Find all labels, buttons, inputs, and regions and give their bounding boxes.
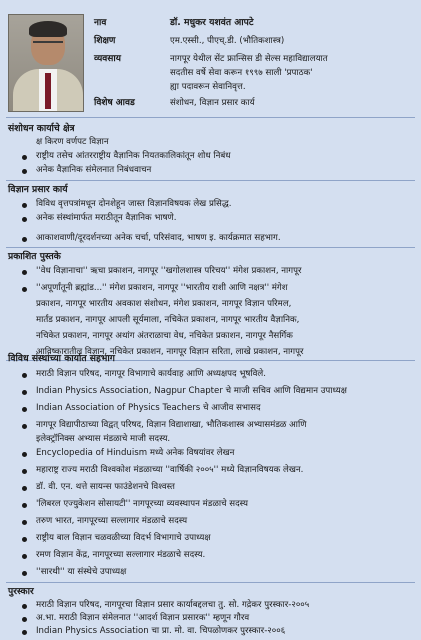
occupation-line-2: सदतीस वर्षे सेवा करून १९९७ साली 'प्रपाठक' <box>170 68 313 78</box>
name-value: डॉ. मधुकर यशवंत आपटे <box>170 17 254 28</box>
education-label: शिक्षण <box>94 36 116 46</box>
books-line-1: ''वेध विज्ञानाचा'' ऋचा प्रकाशन, नागपूर ''खगोलशास्त्र परिचय'' मंगेश प्रकाशन, नागपूर <box>36 266 302 276</box>
bullet <box>22 617 27 622</box>
org-item-11: रमण विज्ञान केंद्र, नागपूरच्या सल्लागार मंडळाचे सदस्य. <box>36 550 206 560</box>
divider <box>6 582 415 583</box>
books-line-3: प्रकाशन, नागपूर भारतीय अवकाश संशोधन, मंगेश प्रकाशन, नागपूर विज्ञान परिमल, <box>36 299 292 309</box>
bullet <box>22 503 27 508</box>
bullet <box>22 630 27 635</box>
bullet <box>22 520 27 525</box>
org-item-10: राष्ट्रीय बाल विज्ञान चळवळीच्या विदर्भ विभागाचे उपाध्यक्ष <box>36 533 211 543</box>
bullet <box>22 373 27 378</box>
interest-label: विशेष आवड <box>94 98 135 108</box>
books-line-2: ''अपूर्णांतूनी ब्रह्मांड...'' मंगेश प्रकाशन, नागपूर ''भारतीय राशी आणि नक्षत्र'' मंगेश <box>36 283 288 293</box>
occupation-line-1: नागपूर येथील सेंट फ्रान्सिस डी सेल्स महाविद्यालयात <box>170 54 328 64</box>
books-title: प्रकाशित पुस्तके <box>8 251 61 262</box>
bullet <box>22 554 27 559</box>
outreach-item-2: अनेक संस्थांमार्फत मराठीतून वैज्ञानिक भाषणे. <box>36 213 177 223</box>
divider <box>6 180 415 181</box>
interest-value: संशोधन, विज्ञान प्रसार कार्य <box>170 98 255 108</box>
award-item-3: Indian Physics Association चा प्रा. मो. वा. चिपळोणकर पुरस्कार-२००६ <box>36 626 286 636</box>
books-line-5: नचिकेत प्रकाशन, नागपूर अथांग अंतराळाचा वेध, नचिकेत प्रकाशन, नागपूर नैसर्गिक <box>36 331 293 341</box>
name-label: नाव <box>94 18 107 28</box>
bullet <box>22 407 27 412</box>
bullet <box>22 155 27 160</box>
bullet <box>22 237 27 242</box>
bullet <box>22 424 27 429</box>
bullet <box>22 469 27 474</box>
bullet <box>22 203 27 208</box>
bullet <box>22 486 27 491</box>
research-item-2: राष्ट्रीय तसेच आंतरराष्ट्रीय वैज्ञानिक नियतकालिकांतून शोध निबंध <box>36 151 231 161</box>
org-item-12: ''सारथी'' या संस्थेचे उपाध्यक्ष <box>36 567 127 577</box>
divider <box>6 117 415 118</box>
bullet <box>22 452 27 457</box>
org-item-3: Indian Association of Physics Teachers चे आजीव सभासद <box>36 403 261 413</box>
occupation-label: व्यवसाय <box>94 54 121 64</box>
org-item-4: नागपूर विद्यापीठाच्या विद्वत् परिषद, विज्ञान विद्याशाखा, भौतिकशास्त्र अभ्यासमंडळ आणि <box>36 420 307 430</box>
bullet <box>22 571 27 576</box>
portrait-photo <box>8 14 84 112</box>
bullet <box>22 287 27 292</box>
divider <box>6 247 415 248</box>
research-item-3: अनेक वैज्ञानिक संमेलनात निबंधवाचन <box>36 165 152 175</box>
research-title: संशोधन कार्याचे क्षेत्र <box>8 123 75 134</box>
awards-title: पुरस्कार <box>8 586 34 597</box>
bullet <box>22 217 27 222</box>
books-line-6: आविष्कारातील विज्ञान, नचिकेत प्रकाशन, नागपूर विज्ञान सरिता, लाखे प्रकाशन, नागपूर <box>36 347 304 357</box>
org-item-4-cont: इलेक्ट्रॉनिक्स अभ्यास मंडळाचे माजी सदस्य. <box>36 434 171 444</box>
bullet <box>22 169 27 174</box>
outreach-item-1: विविध वृत्तपत्रांमधून दोनशेहून जास्त विज्ञानविषयक लेख प्रसिद्ध. <box>36 199 232 209</box>
organisations-title: विविध संस्थांच्या कार्यात सहभाग <box>8 353 115 364</box>
org-item-5: Encyclopedia of Hinduism मध्ये अनेक विषयांवर लेखन <box>36 448 235 458</box>
award-item-2: अ.भा. मराठी विज्ञान संमेलनात ''आदर्श विज्ञान प्रसारक'' म्हणून गौरव <box>36 613 250 623</box>
org-item-6: महाराष्ट्र राज्य मराठी विश्वकोश मंडळाच्या ''वार्षिकी २००५'' मध्ये विज्ञानविषयक लेखन. <box>36 465 304 475</box>
outreach-item-3: आकाशवाणी/दूरदर्शनच्या अनेक चर्चा, परिसंवाद, भाषण इ. कार्यक्रमात सहभाग. <box>36 233 281 243</box>
org-item-7: डॉ. वी. एन. थत्ते सायन्स फाउंडेशनचे विश्वस्त <box>36 482 175 492</box>
org-item-2: Indian Physics Association, Nagpur Chapter चे माजी सचिव आणि विद्यमान उपाध्यक्ष <box>36 386 347 396</box>
education-value: एम.एस्सी., पीएच्.डी. (भौतिकशास्त्र) <box>170 36 285 46</box>
org-item-9: तरुण भारत, नागपूरच्या सल्लागार मंडळाचे सदस्य <box>36 516 188 526</box>
occupation-line-3: ह्या पदावरून सेवानिवृत्त. <box>170 82 246 92</box>
org-item-1: मराठी विज्ञान परिषद, नागपूर विभागाचे कार्यवाह आणि अध्यक्षपद भूषविले. <box>36 369 266 379</box>
award-item-1: मराठी विज्ञान परिषद, नागपूरचा विज्ञान प्रसार कार्याबद्दलचा तु. सो. गद्रेकर पुरस्कार-२००५ <box>36 600 310 610</box>
bullet <box>22 604 27 609</box>
org-item-8: 'लिबरल एज्युकेशन सोसायटी'' नागपूरच्या व्यवस्थापन मंडळाचे सदस्य <box>36 499 248 509</box>
bullet <box>22 537 27 542</box>
books-line-4: मार्तंड प्रकाशन, नागपूर आपली सूर्यमाला, नचिकेत प्रकाशन, नागपूर भारतीय वैज्ञानिक, <box>36 315 300 325</box>
bullet <box>22 390 27 395</box>
bullet <box>22 270 27 275</box>
research-item-1: क्ष किरण वर्णपट विज्ञान <box>36 137 109 147</box>
outreach-title: विज्ञान प्रसार कार्य <box>8 184 68 195</box>
